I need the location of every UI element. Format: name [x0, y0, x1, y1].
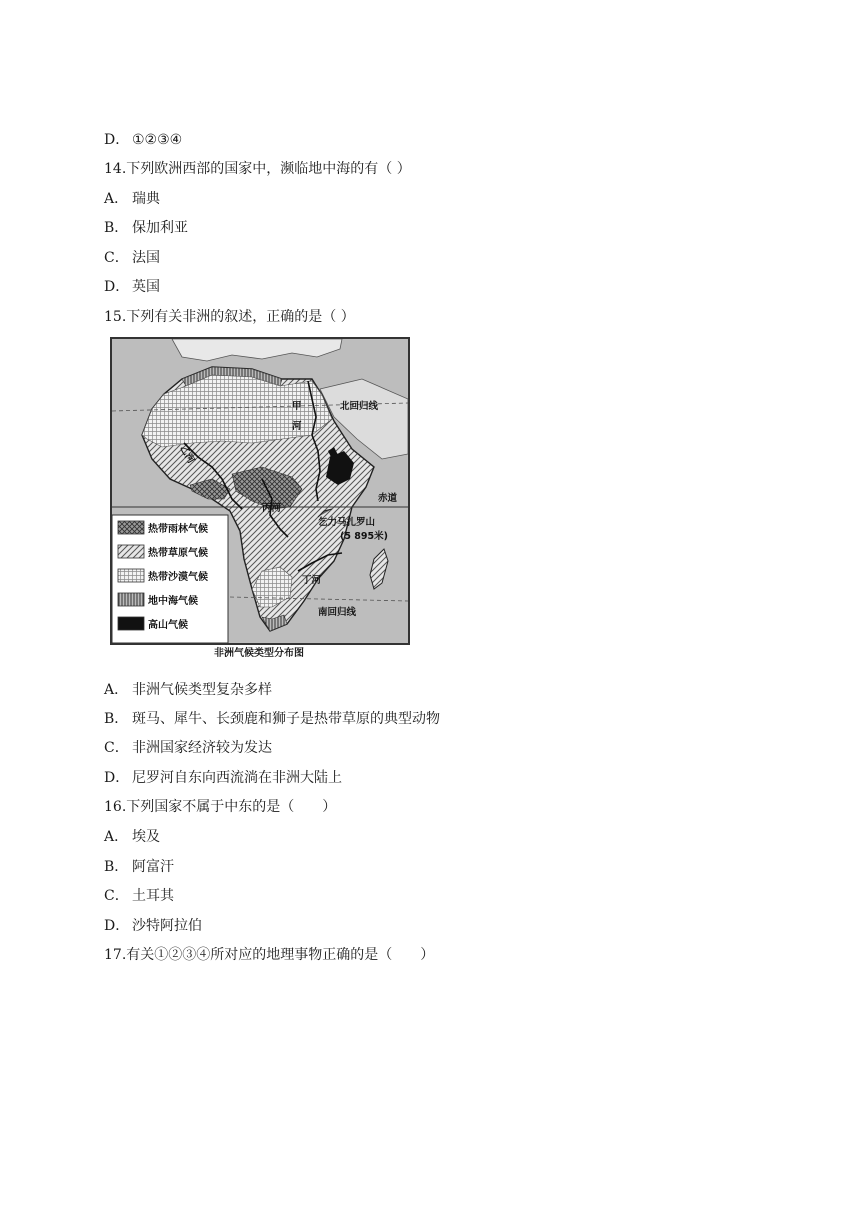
- option-row: [104, 680, 272, 700]
- option-row: [104, 768, 342, 788]
- option-letter: C．: [104, 888, 129, 904]
- option-text: 沙特阿拉伯: [132, 918, 202, 934]
- option-text: 土耳其: [132, 888, 174, 904]
- question-17: 17.有关①②③④所对应的地理事物正确的是（ ）: [104, 947, 435, 963]
- label-tropic-of-cancer: 北回归线: [340, 401, 379, 412]
- legend-label: 热带草原气候: [148, 548, 208, 559]
- legend-label: 热带沙漠气候: [148, 572, 208, 583]
- label-kilimanjaro-height: (5 895米): [340, 531, 388, 542]
- option-text: 尼罗河自东向西流淌在非洲大陆上: [132, 770, 342, 786]
- legend-swatch-savanna: [118, 545, 144, 558]
- label-equator: 赤道: [378, 493, 398, 504]
- option-letter: A．: [104, 682, 129, 698]
- question-15: 15.下列有关非洲的叙述，正确的是（ ）: [104, 309, 355, 325]
- label-river-bing: 丙河: [262, 503, 282, 514]
- option-letter: A．: [104, 829, 129, 845]
- option-row: [104, 886, 174, 906]
- option-text: 保加利亚: [132, 220, 188, 236]
- option-letter: D．: [104, 132, 130, 148]
- option-letter: C．: [104, 250, 129, 266]
- map-graphic: [112, 339, 408, 643]
- option-letter: B．: [104, 859, 129, 875]
- africa-climate-map: [110, 337, 410, 645]
- legend-label: 高山气候: [148, 620, 188, 631]
- option-text: 非洲国家经济较为发达: [132, 740, 272, 756]
- map-legend: [112, 515, 228, 643]
- option-text: 非洲气候类型复杂多样: [132, 682, 272, 698]
- option-row: [104, 827, 160, 847]
- label-river-jia-2: 河: [292, 421, 302, 432]
- option-letter: B．: [104, 711, 129, 727]
- option-row: [104, 189, 160, 209]
- option-letter: B．: [104, 220, 129, 236]
- option-row: [104, 709, 440, 729]
- option-text: 埃及: [132, 829, 160, 845]
- label-river-jia-1: 甲: [292, 401, 302, 412]
- option-row: [104, 857, 174, 877]
- label-river-ding: 丁河: [302, 575, 322, 586]
- option-text: 法国: [132, 250, 160, 266]
- legend-label: 地中海气候: [148, 596, 198, 607]
- option-row: [104, 248, 160, 268]
- option-text: 斑马、犀牛、长颈鹿和狮子是热带草原的典型动物: [132, 711, 440, 727]
- option-letter: C．: [104, 740, 129, 756]
- option-text: ①②③④: [132, 132, 183, 148]
- option-row: [104, 916, 202, 936]
- legend-swatch-highland: [118, 617, 144, 630]
- legend-swatch-rainforest: [118, 521, 144, 534]
- option-letter: D．: [104, 918, 130, 934]
- label-kilimanjaro: 乞力马扎罗山: [318, 517, 376, 528]
- option-row: [104, 738, 272, 758]
- option-letter: D．: [104, 770, 130, 786]
- option-row: [104, 130, 182, 150]
- option-row: [104, 218, 188, 238]
- label-river-yi: 乙河: [177, 443, 197, 466]
- option-text: 英国: [132, 279, 160, 295]
- figure-caption: 非洲气候类型分布图: [214, 648, 304, 659]
- question-14: 14.下列欧洲西部的国家中，濒临地中海的有（ ）: [104, 161, 411, 177]
- option-letter: D．: [104, 279, 130, 295]
- legend-swatch-mediterranean: [118, 593, 144, 606]
- question-16: 16.下列国家不属于中东的是（ ）: [104, 799, 337, 815]
- option-text: 阿富汗: [132, 859, 174, 875]
- option-row: [104, 277, 160, 297]
- option-text: 瑞典: [132, 191, 160, 207]
- legend-label: 热带雨林气候: [148, 524, 208, 535]
- label-tropic-of-capricorn: 南回归线: [318, 607, 357, 618]
- option-letter: A．: [104, 191, 129, 207]
- legend-swatch-desert: [118, 569, 144, 582]
- africa-climate-map-figure: [110, 337, 408, 660]
